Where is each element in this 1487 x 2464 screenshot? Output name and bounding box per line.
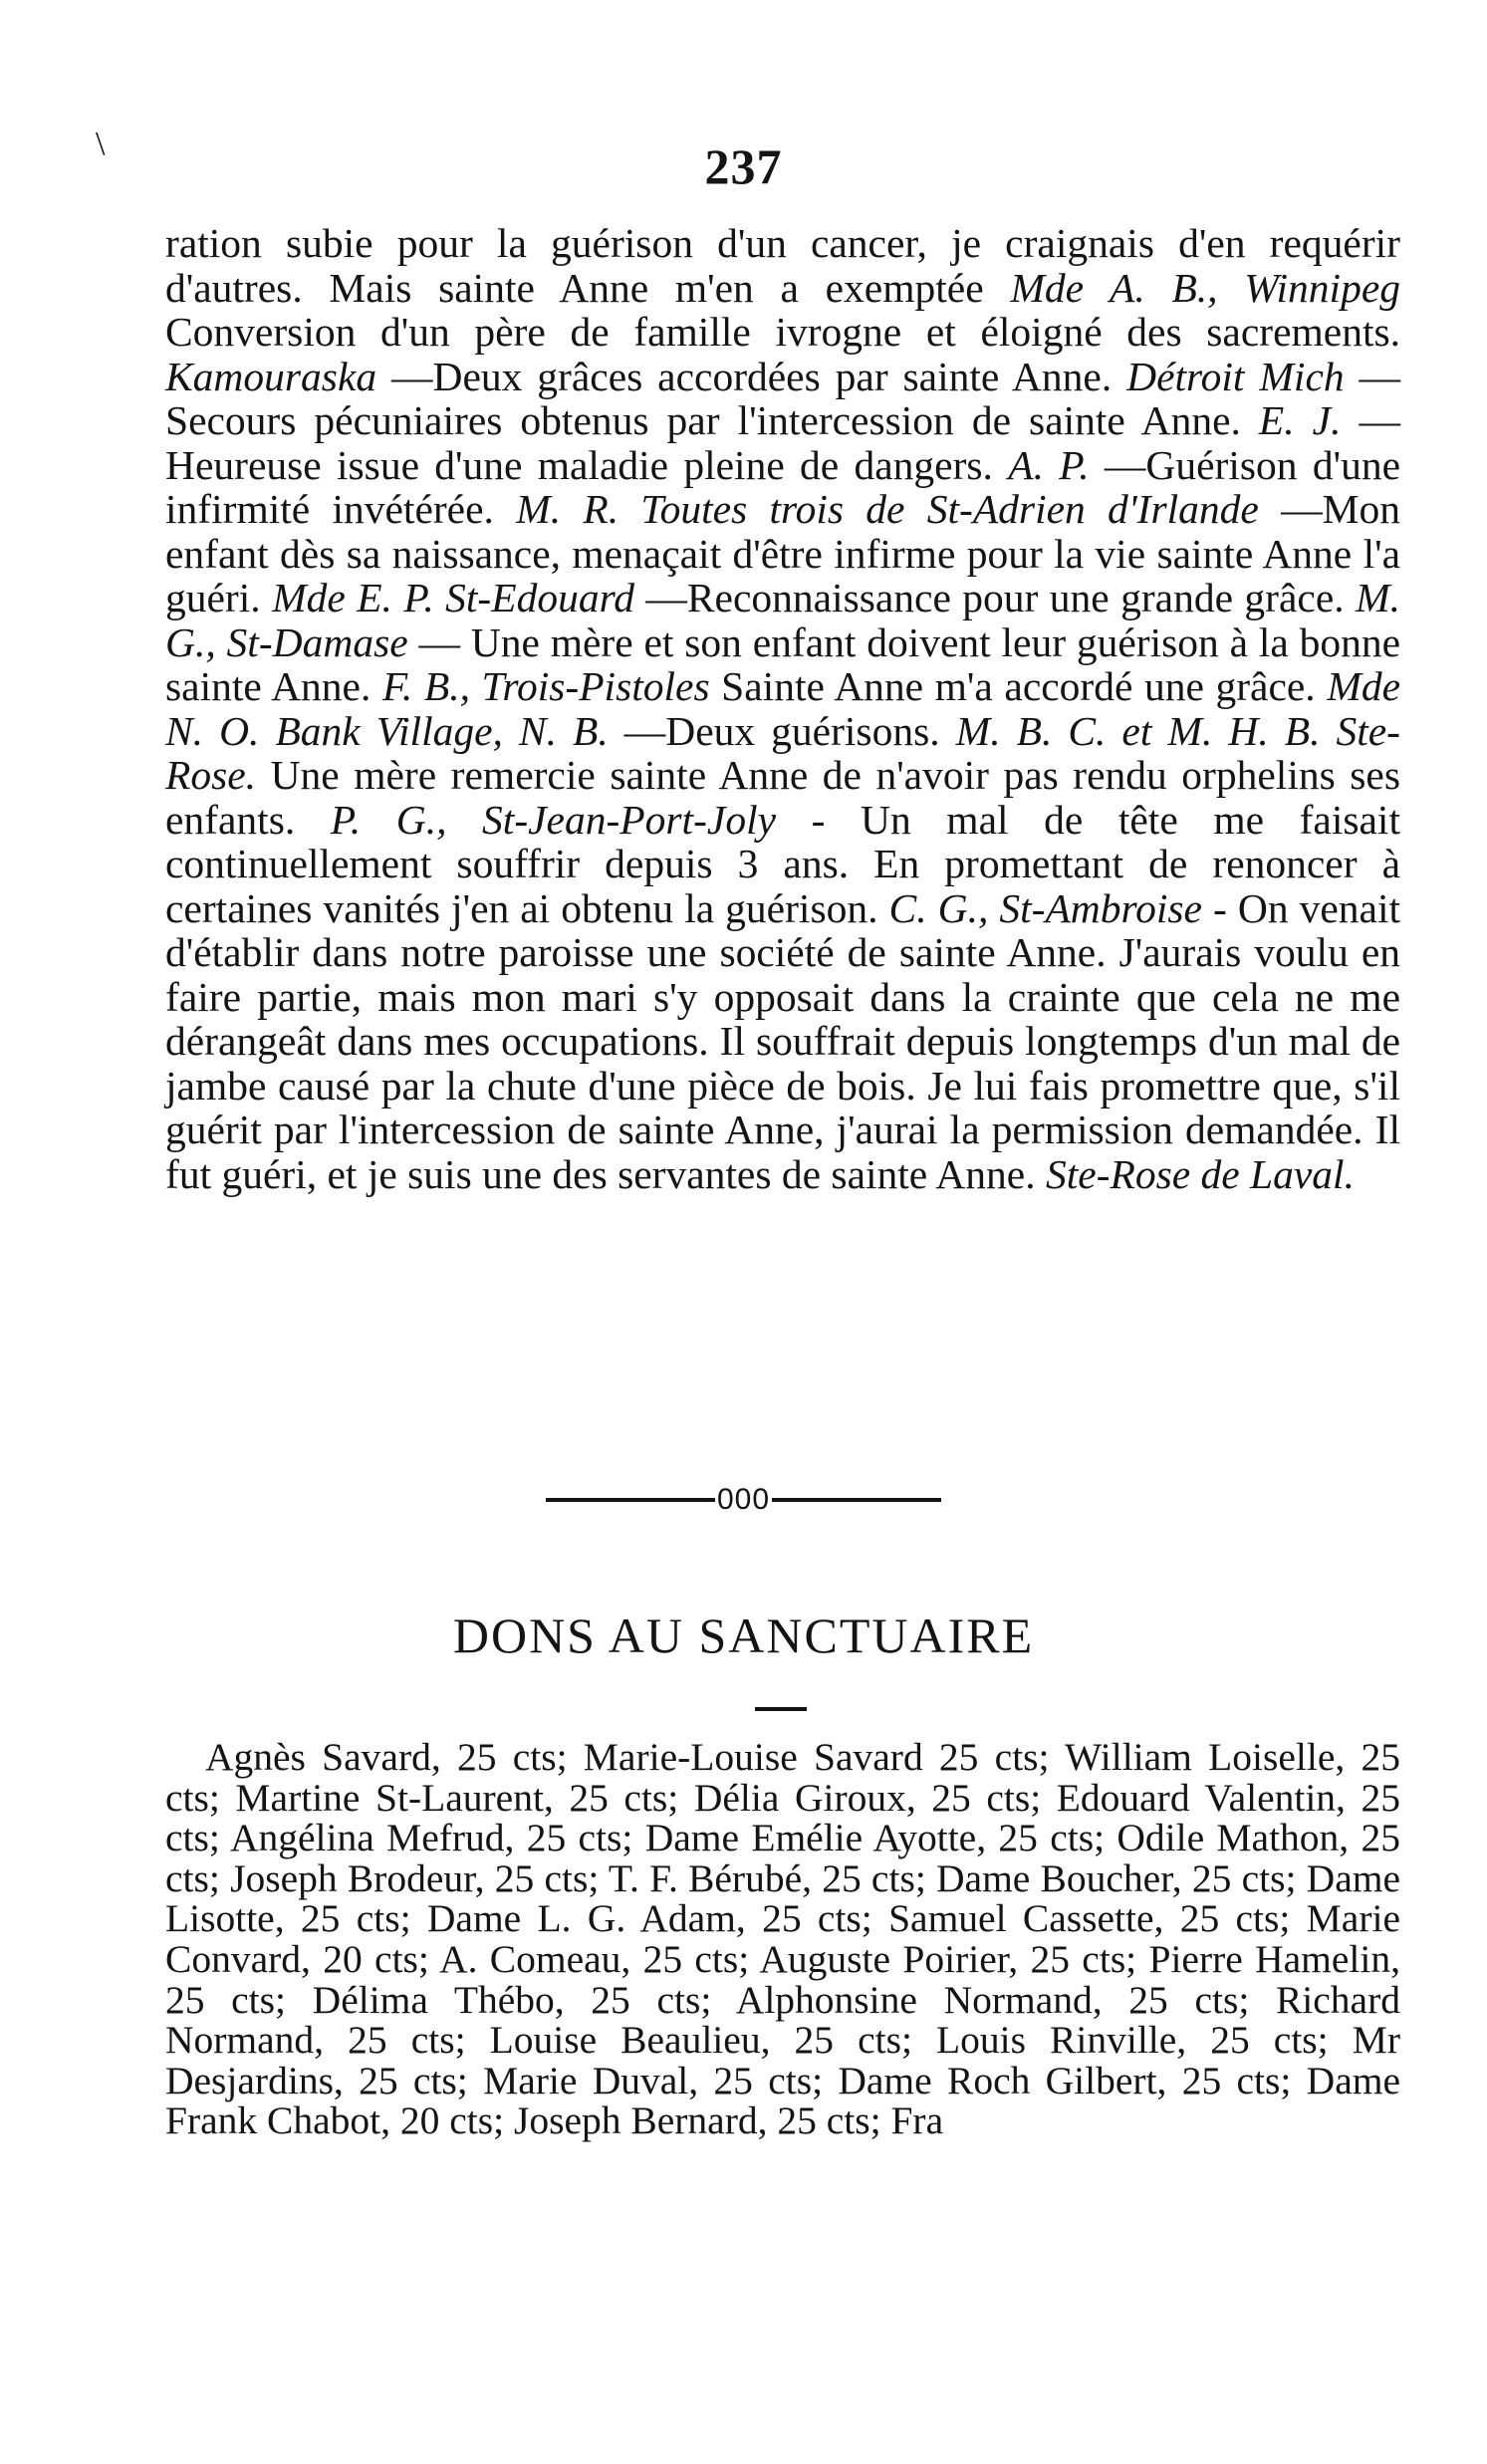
attribution-text: Ste-Rose de Laval.	[1045, 1150, 1355, 1197]
testimonial-text: —Reconnaissance pour une grande grâce.	[633, 575, 1357, 620]
testimonial-text: —Deux guérisons.	[608, 707, 956, 754]
attribution-text: C. G., St-Ambroise	[888, 884, 1202, 931]
testimonial-text: Conversion d'un père de famille ivrogne et éloigné des sacrements.	[165, 309, 1400, 355]
heading-underline-rule	[755, 1707, 807, 1711]
section-separator	[0, 1478, 1487, 1520]
attribution-text: Mde E. P. St-Edouard	[272, 575, 634, 620]
donations-list: Agnès Savard, 25 cts; Marie-Louise Savard 25 cts; William Loiselle, 25 cts; Martine St-Laurent, 25 cts; Délia Giroux, 25 cts; Edouard Valentin, 25 cts; Angélina Mefrud, 25 cts; Dame Emélie Ayotte, 25 cts; Odile Mathon, 25 cts; Joseph Brodeur, 25 cts; T. F. Bérubé, 25 cts; Dame Boucher, 25 cts; Dame Lisotte, 25 cts; Dame L. G. Adam, 25 cts; Samuel Cassette, 25 cts; Marie Convard, 20 cts; A. Comeau, 25 cts; Auguste Poirier, 25 cts; Pierre Hamelin, 25 cts; Délima Thébo, 25 cts; Alphonsine Normand, 25 cts; Richard Normand, 25 cts; Louise Beaulieu, 25 cts; Louis Rinville, 25 cts; Mr Desjardins, 25 cts; Marie Duval, 25 cts; Dame Roch Gilbert, 25 cts; Dame Frank Chabot, 20 cts; Joseph Bernard, 25 cts; Fra	[165, 1735, 1400, 2143]
attribution-text: E. J.	[1258, 397, 1342, 443]
testimonial-text: —Secours pécuniaires obtenus par l'intercession de sainte Anne.	[165, 353, 1401, 443]
separator-rule-left	[546, 1498, 715, 1502]
attribution-text: A. P.	[1008, 441, 1090, 488]
testimonial-text: - On venait d'établir dans notre paroisse une société de sainte Anne. J'aurais voulu en faire partie, mais mon mari s'y opposait dans la crainte que cela ne me dérangeât dans mes occupations. Il souffrait depuis longtemps d'un mal de jambe causé par la chute d'une pièce de bois. Je lui fais promettre que, s'il guérit par l'intercession de sainte Anne, j'aurai la permission demandée. Il fut guéri, et je suis une des servantes de sainte Anne.	[165, 884, 1400, 1197]
testimonial-text: —Deux grâces accordées par sainte Anne.	[376, 353, 1127, 399]
attribution-text: M. G., St-Damase	[165, 575, 1400, 665]
testimonial-text: —Guérison d'une infirmité invétérée.	[165, 441, 1400, 532]
testimonial-text: — Une mère et son enfant doivent leur guérison à la bonne sainte Anne.	[165, 618, 1400, 709]
testimonial-text: ration subie pour la guérison d'un cancer, je craignais d'en requérir d'autres. Mais sainte Anne m'en a exemptée	[165, 220, 1400, 311]
testimonial-text: —Mon enfant dès sa naissance, menaçait d'être infirme pour la vie sainte Anne l'a guéri.	[165, 486, 1401, 620]
margin-mark: \	[96, 125, 106, 162]
attribution-text: Mde N. O. Bank Village, N. B.	[165, 663, 1400, 754]
section-heading: DONS AU SANCTUAIRE	[452, 1607, 1035, 1663]
attribution-text: M. R. Toutes trois de St-Adrien d'Irlande	[516, 486, 1259, 532]
testimonial-text: —Heureuse issue d'une maladie pleine de dangers.	[165, 397, 1401, 488]
testimonial-text: - Un mal de tête me faisait continuellement souffrir depuis 3 ans. En promettant de renoncer à certaines vanités j'en ai obtenu la guérison.	[165, 796, 1400, 931]
separator-mark: 000	[716, 1483, 771, 1517]
attribution-text: Mde A. B., Winnipeg	[1010, 264, 1400, 311]
attribution-text: Kamouraska	[165, 353, 377, 399]
separator-rule-right	[772, 1498, 941, 1502]
testimonial-text: Une mère remercie sainte Anne de n'avoir pas rendu orphelins ses enfants.	[165, 752, 1400, 843]
attribution-text: M. B. C. et M. H. B. Ste-Rose.	[165, 707, 1400, 798]
attribution-text: P. G., St-Jean-Port-Joly	[330, 796, 777, 843]
attribution-text: F. B., Trois-Pistoles	[381, 663, 710, 709]
testimonials-paragraph	[165, 221, 1400, 1196]
testimonial-text: Sainte Anne m'a accordé une grâce.	[709, 663, 1328, 709]
attribution-text: Détroit Mich	[1126, 353, 1345, 399]
page-number: 237	[704, 138, 783, 194]
